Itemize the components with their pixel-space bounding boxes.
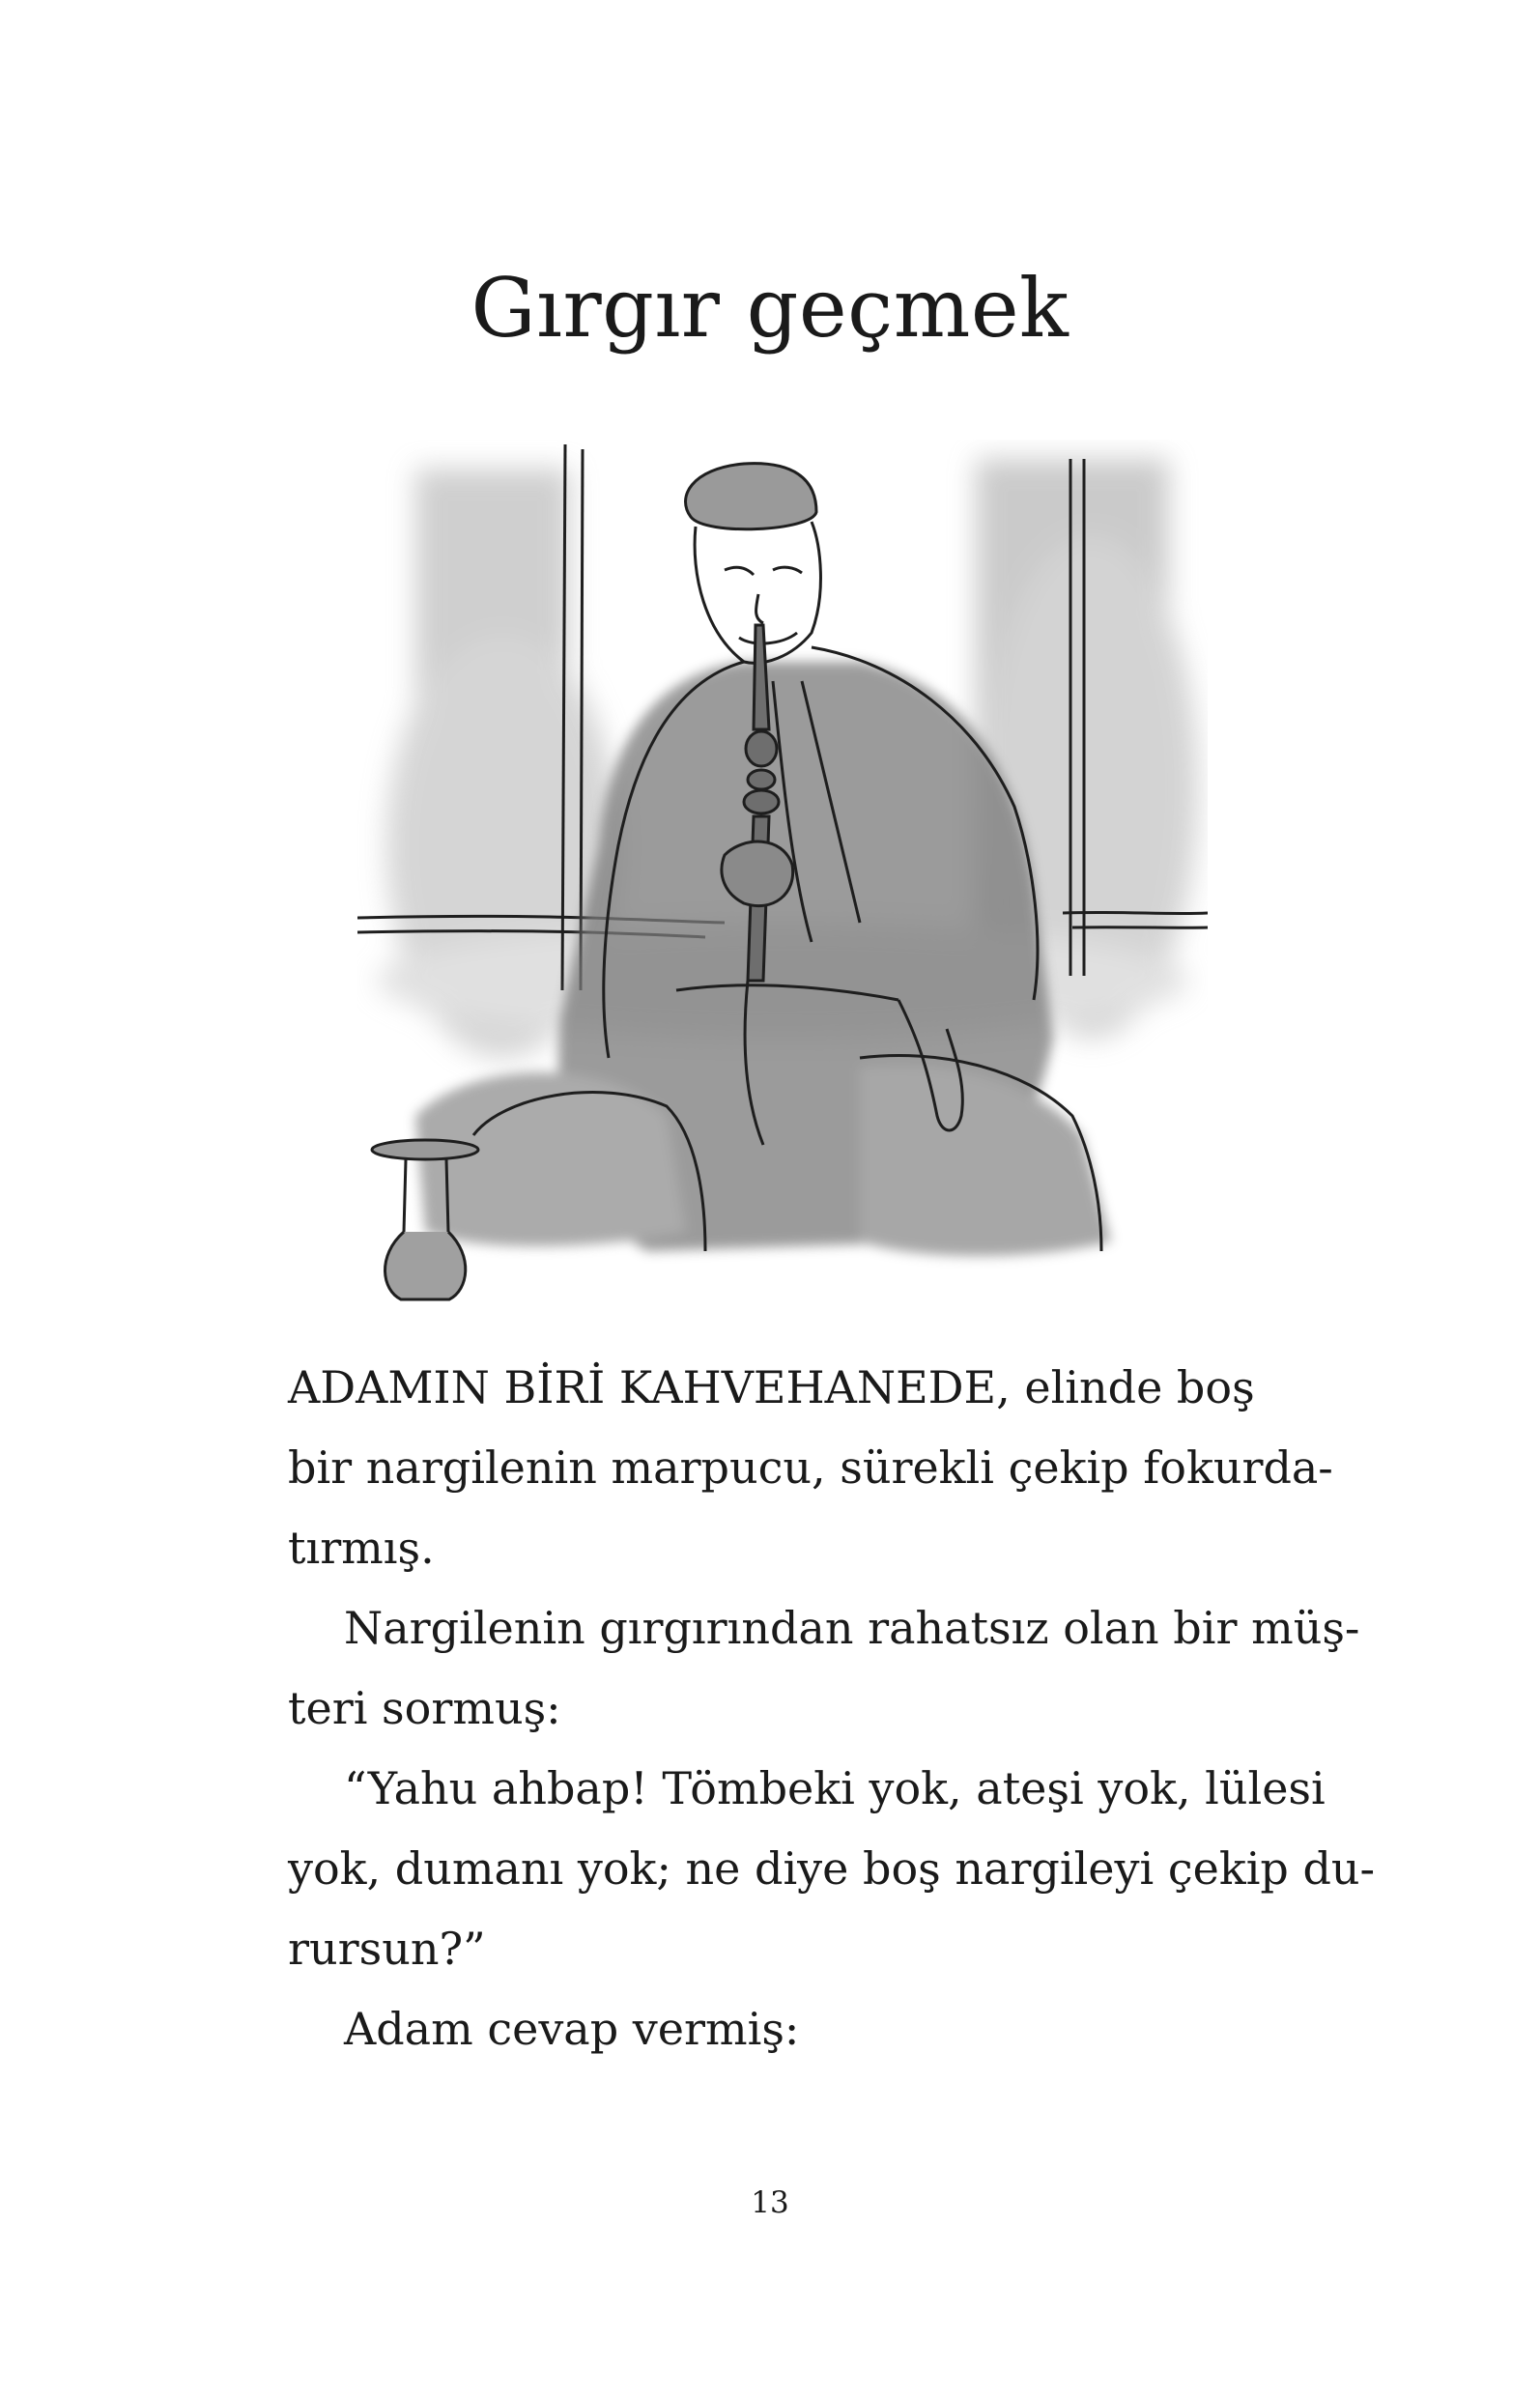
paragraph-1-line-1: ADAMIN BİRİ KAHVEHANEDE, elinde boş [288,1361,1255,1413]
illustration-man-smoking-hookah [357,440,1208,1309]
paragraph-2-line-1: Nargilenin gırgırından rahatsız olan bir müş- [344,1602,1360,1654]
page-title: Gırgır geçmek [471,261,1069,356]
paragraph-4-line-1: Adam cevap vermiş: [344,2003,800,2055]
paragraph-3-line-3: rursun?” [288,1923,486,1975]
story-text [288,1348,1376,2069]
paragraph-3-line-1: “Yahu ahbap! Tömbeki yok, ateşi yok, lülesi [344,1762,1326,1814]
paragraph-1-line-2: bir nargilenin marpucu, sürekli çekip fokurda- [288,1441,1333,1494]
paragraph-2-line-2: teri sormuş: [288,1682,561,1734]
paragraph-1-line-3: tırmış. [288,1522,435,1574]
paragraph-3-line-2: yok, dumanı yok; ne diye boş nargileyi çekip du- [288,1842,1376,1895]
page-number: 13 [751,2185,789,2220]
